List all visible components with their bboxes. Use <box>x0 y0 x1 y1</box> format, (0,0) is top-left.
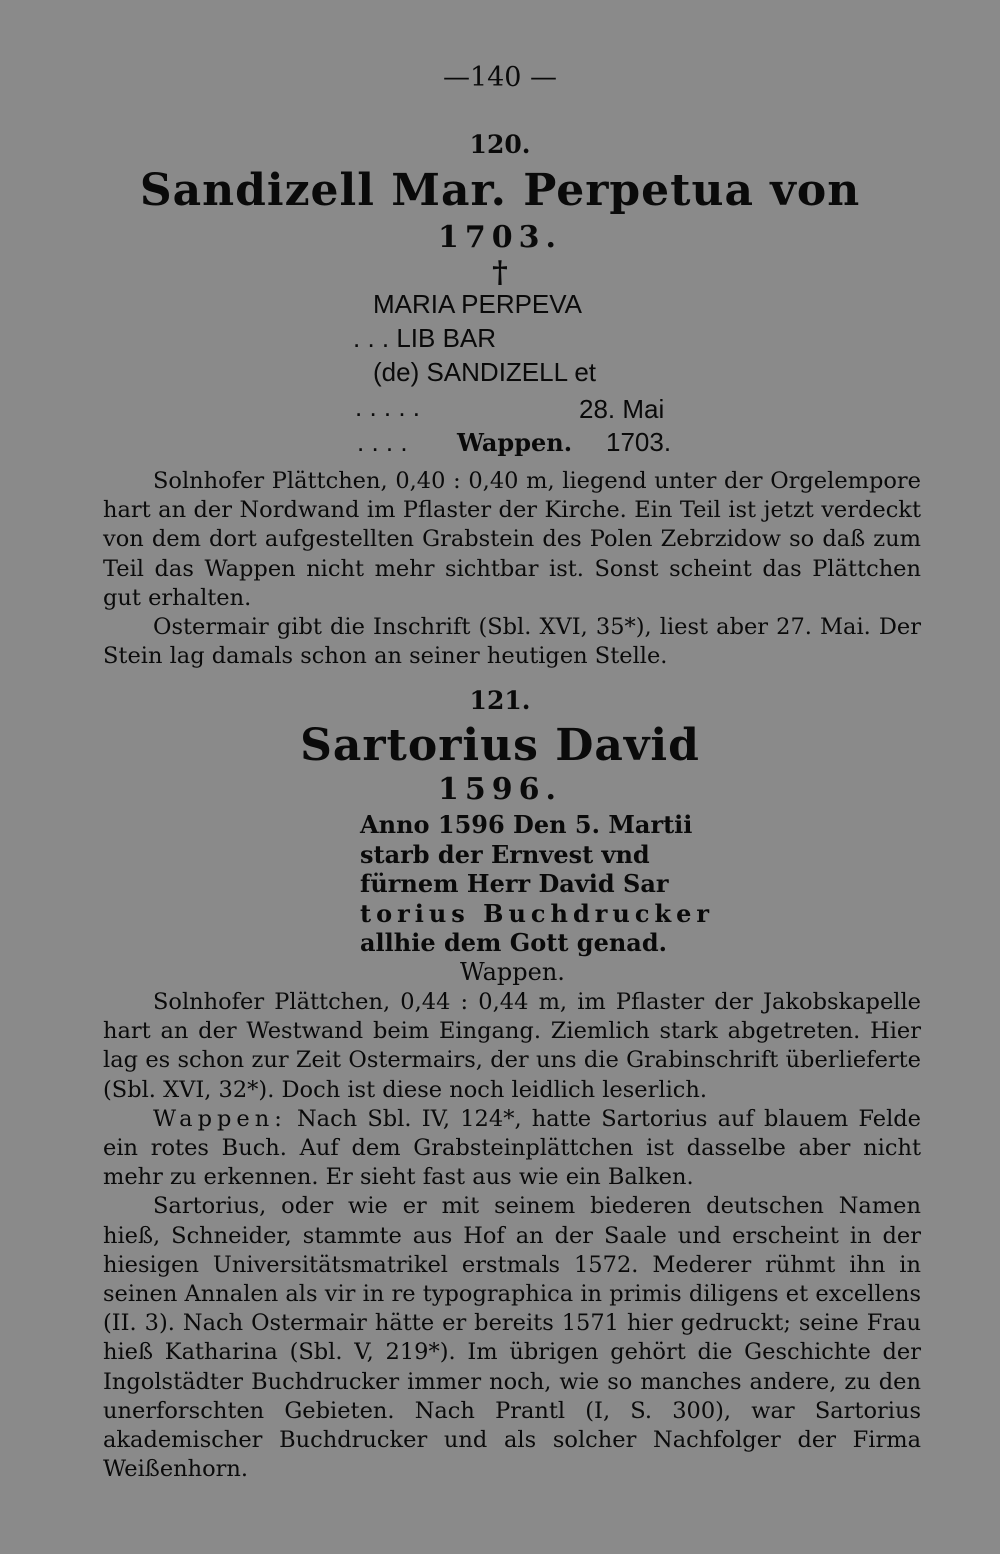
entry-year: 1703. <box>438 220 562 255</box>
inscription-line: . . . . <box>357 427 408 457</box>
inscription-block <box>360 810 714 987</box>
entry-description <box>103 467 921 671</box>
inscription-line: torius Buchdrucker <box>360 898 714 928</box>
entry-number: 121. <box>469 686 531 715</box>
inscription-line: fürnem Herr David Sar <box>360 869 669 898</box>
page-number: —140 — <box>442 62 558 93</box>
paragraph-lead: Wappen: <box>153 1105 287 1132</box>
paragraph: Sartorius, oder wie er mit seinem biederen deutschen Namen hieß, Schneider, stammte aus Hof an der Saale und erscheint in der hiesigen Universitätsmatrikel erstmals 1572. Mederer rühmt ihn in seinen Annalen als vir in re typographica in primis diligens et excellens (II. 3). Nach Ostermair hätte er bereits 1571 hier gedruckt; seine Frau hieß Katharina (Sbl. V, 219*). Im übrigen gehört die Geschichte der Ingolstädter Buchdrucker immer noch, wie so manches andere, zu den unerforschten Gebieten. Nach Prantl (I, S. 300), war Sartorius akademischer Buchdrucker und als solcher Nachfolger der Firma Weißenhorn. <box>103 1193 921 1483</box>
inscription-line: 1703. <box>606 427 672 457</box>
inscription-line: Wappen. <box>460 957 565 986</box>
inscription-line: 28. Mai <box>579 394 665 424</box>
paragraph: Solnhofer Plättchen, 0,40 : 0,40 m, liegend unter der Orgelempore hart an der Nordwand im Pflaster der Kirche. Ein Teil ist jetzt verdeckt von dem dort aufgestellten Grabstein des Polen Zebrzidow so daß zum Teil das Wappen nicht mehr sichtbar ist. Sonst scheint das Plättchen gut erhalten. <box>103 468 921 611</box>
cross-symbol: † <box>492 255 508 290</box>
paragraph-text: Nach Sbl. IV, 124*, hatte Sartorius auf blauem Felde ein rotes Buch. Auf dem Grabsteinplättchen ist dasselbe aber nicht mehr zu erkennen. Er sieht fast aus wie ein Balken. <box>103 1105 921 1191</box>
entry-description <box>103 988 921 1484</box>
entry-year: 1596. <box>438 772 562 807</box>
inscription-line: Anno 1596 Den 5. Martii <box>360 810 693 839</box>
paragraph: Ostermair gibt die Inschrift (Sbl. XVI, 35*), liest aber 27. Mai. Der Stein lag damals schon an seiner heutigen Stelle. <box>103 614 921 670</box>
entry-title: Sandizell Mar. Perpetua von <box>139 165 861 216</box>
inscription-line: . . . LIB BAR <box>353 323 497 353</box>
entry-number: 120. <box>469 130 531 159</box>
inscription-line: allhie dem Gott genad. <box>360 928 667 957</box>
inscription-line: starb der Ernvest vnd <box>360 839 650 869</box>
paragraph: Solnhofer Plättchen, 0,44 : 0,44 m, im Pflaster der Jakobskapelle hart an der Westwand beim Eingang. Ziemlich stark abgetreten. Hier lag es schon zur Zeit Ostermairs, der uns die Grabinschrift überlieferte (Sbl. XVI, 32*). Doch ist diese noch leidlich leserlich. <box>103 989 921 1103</box>
inscription-line: MARIA PERPEVA <box>373 289 583 319</box>
inscription-line: (de) SANDIZELL et <box>373 357 597 387</box>
entry-title: Sartorius David <box>300 720 700 771</box>
paragraph <box>103 1105 921 1193</box>
inscription-line: . . . . . <box>355 392 421 422</box>
inscription-line: Wappen. <box>457 428 573 457</box>
